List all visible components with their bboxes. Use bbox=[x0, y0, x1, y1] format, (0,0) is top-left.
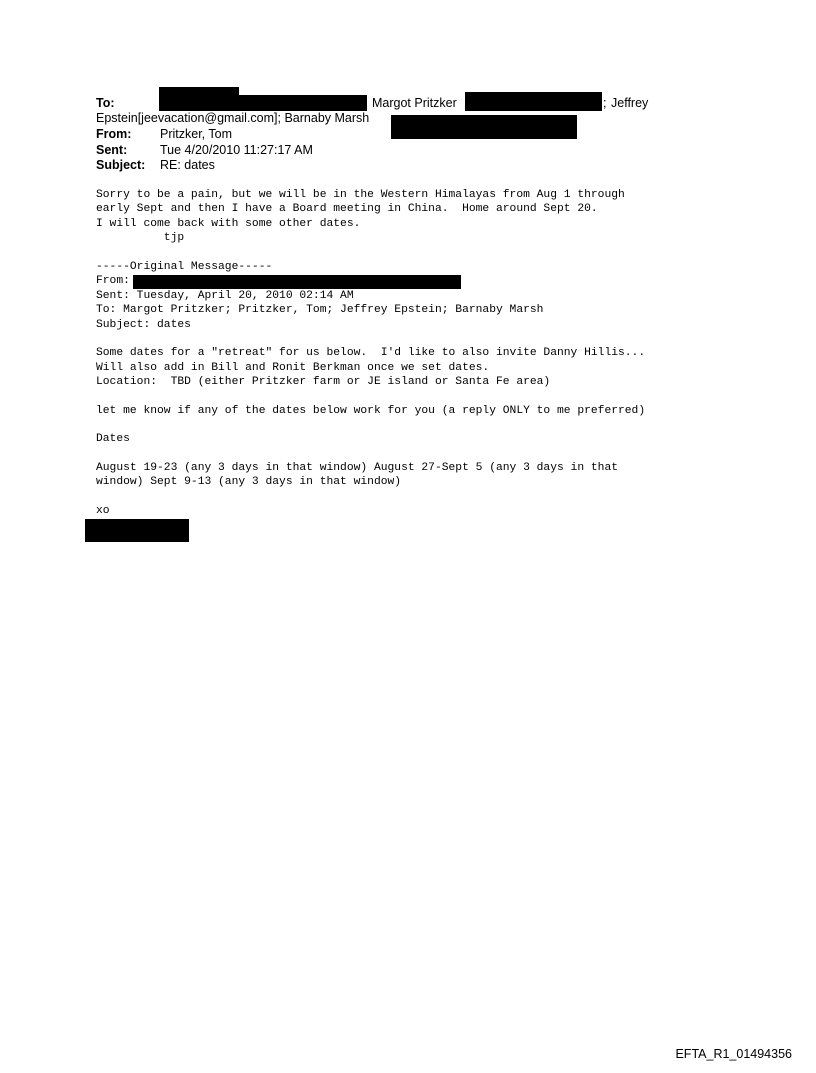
redaction-box bbox=[159, 95, 367, 111]
original-message-divider: -----Original Message----- bbox=[96, 261, 273, 273]
to-label: To: bbox=[96, 96, 115, 110]
to-recipient-margot: Margot Pritzker bbox=[372, 96, 457, 110]
reply-line: Sorry to be a pain, but we will be in the Western Himalayas from Aug 1 through bbox=[96, 189, 625, 201]
original-sent-line: Sent: Tuesday, April 20, 2010 02:14 AM bbox=[96, 290, 354, 302]
redaction-box bbox=[465, 92, 602, 111]
dates-line: window) Sept 9-13 (any 3 days in that window) bbox=[96, 476, 402, 488]
dates-heading: Dates bbox=[96, 433, 130, 445]
body-line: let me know if any of the dates below work for you (a reply ONLY to me preferred) bbox=[96, 405, 646, 417]
subject-label: Subject: bbox=[96, 158, 146, 172]
to-recipients-continued: Epstein[jeevacation@gmail.com]; Barnaby Marsh bbox=[96, 111, 370, 125]
body-line: Location: TBD (either Pritzker farm or JE island or Santa Fe area) bbox=[96, 376, 551, 388]
reply-line: I will come back with some other dates. bbox=[96, 218, 361, 230]
sent-value: Tue 4/20/2010 11:27:17 AM bbox=[160, 143, 313, 157]
from-label: From: bbox=[96, 127, 132, 141]
to-separator: ; bbox=[603, 96, 607, 110]
from-value: Pritzker, Tom bbox=[160, 127, 233, 141]
bates-number: EFTA_R1_01494356 bbox=[675, 1047, 792, 1061]
original-to-line: To: Margot Pritzker; Pritzker, Tom; Jeffrey Epstein; Barnaby Marsh bbox=[96, 304, 544, 316]
redaction-box bbox=[133, 275, 461, 289]
subject-value: RE: dates bbox=[160, 158, 215, 172]
signoff: xo bbox=[96, 505, 110, 517]
redaction-box bbox=[391, 115, 577, 139]
reply-line: early Sept and then I have a Board meeting in China. Home around Sept 20. bbox=[96, 203, 598, 215]
to-recipient-jeffrey: Jeffrey bbox=[611, 96, 649, 110]
body-line: Will also add in Bill and Ronit Berkman once we set dates. bbox=[96, 362, 490, 374]
body-line: Some dates for a "retreat" for us below. I'd like to also invite Danny Hillis... bbox=[96, 347, 646, 359]
sent-label: Sent: bbox=[96, 143, 128, 157]
redaction-box bbox=[85, 519, 189, 542]
reply-signature: tjp bbox=[96, 232, 185, 244]
original-from-label: From: bbox=[96, 275, 130, 287]
dates-line: August 19-23 (any 3 days in that window) August 27-Sept 5 (any 3 days in that bbox=[96, 462, 619, 474]
original-subject-line: Subject: dates bbox=[96, 319, 191, 331]
